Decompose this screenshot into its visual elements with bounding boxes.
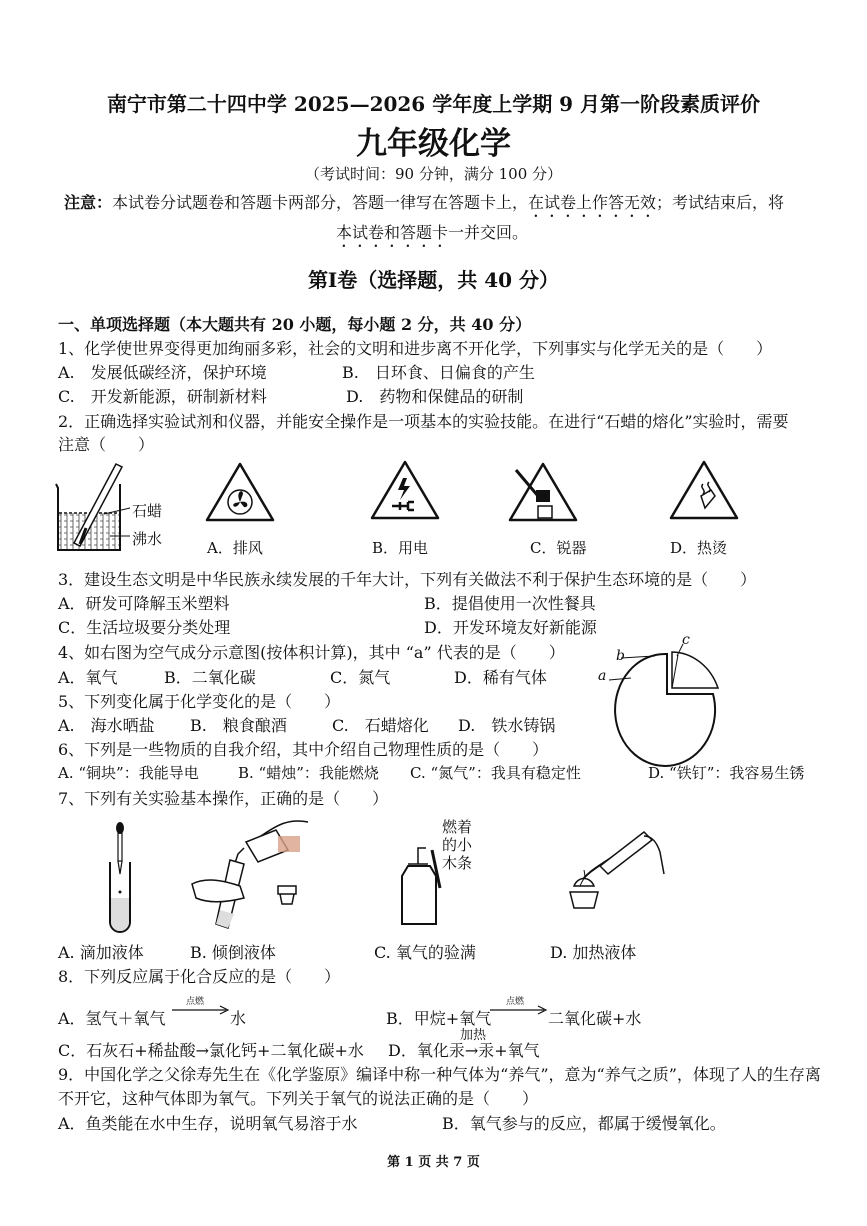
q7-option-c: C. 氧气的验满 <box>374 943 476 962</box>
q3-option-b: B．提倡使用一次性餐具 <box>424 594 596 613</box>
exam-info: （考试时间：90 分钟，满分 100 分） <box>304 165 563 183</box>
q9-option-b: B．氧气参与的反应，都属于缓慢氧化。 <box>442 1114 726 1133</box>
q4-option-a: A．氧气 <box>58 668 118 687</box>
q1-option-a: A. 发展低碳经济，保护环境 <box>58 363 267 382</box>
q7-option-b: B. 倾倒液体 <box>190 943 276 962</box>
question-2-stem: 2．正确选择实验试剂和仪器，并能安全操作是一项基本的实验技能。在进行“石蜡的熔化”实验时，需要 <box>58 412 789 431</box>
section-title: 第Ⅰ卷（选择题，共 40 分） <box>307 268 560 292</box>
fan-icon <box>205 462 275 524</box>
pouring-liquid-figure <box>188 814 328 939</box>
q6-option-d: D. “铁钉”：我容易生锈 <box>648 764 805 782</box>
heating-liquid-figure <box>560 820 680 920</box>
q2-option-a: A．排风 <box>207 539 263 557</box>
pie-label-b: b <box>616 648 625 664</box>
q1-option-d: D. 药物和保健品的研制 <box>346 387 524 406</box>
q5-option-d: D. 铁水铸锅 <box>458 716 556 735</box>
question-8-stem: 8．下列反应属于化合反应的是（ ） <box>58 967 341 986</box>
question-5-stem: 5、下列变化属于化学变化的是（ ） <box>58 692 341 711</box>
question-6-stem: 6、下列是一些物质的自我介绍，其中介绍自己物理性质的是（ ） <box>58 740 549 759</box>
q8-option-c: C．石灰石+稀盐酸→氯化钙+二氧化碳+水 <box>58 1041 364 1060</box>
q6-option-b: B. “蜡烛”：我能燃烧 <box>238 764 379 782</box>
notice-line-2: 本试卷和答题卡一并交回。 <box>336 223 529 242</box>
q1-option-c: C. 开发新能源，研制新材料 <box>58 387 267 406</box>
part-heading: 一、单项选择题（本大题共有 20 小题，每小题 2 分，共 40 分） <box>58 315 532 334</box>
pie-label-a: a <box>598 668 607 684</box>
q6-option-c: C. “氮气”：我具有稳定性 <box>410 764 581 782</box>
emphasis-text: 本试卷和答题卡 <box>336 223 449 242</box>
q8-b-condition: 点燃 <box>506 997 525 1007</box>
q6-option-a: A. “铜块”：我能导电 <box>58 764 199 782</box>
subject-title: 九年级化学 <box>356 126 511 162</box>
q3-option-a: A．研发可降解玉米塑料 <box>58 594 230 613</box>
q8-option-b-right: 二氧化碳+水 <box>548 1009 642 1028</box>
question-2-stem-cont: 注意（ ） <box>58 435 155 454</box>
electric-plug-icon <box>370 460 440 522</box>
q8-option-a-left: A．氢气＋氧气 <box>58 1009 166 1028</box>
pie-label-c: c <box>682 632 690 648</box>
q2-option-c: C．锐器 <box>530 539 587 557</box>
q4-option-c: C．氮气 <box>330 668 391 687</box>
gas-bottle-figure <box>392 840 472 930</box>
burning-stick-label: 燃着 的小 木条 <box>442 818 473 872</box>
q5-option-c: C. 石蜡熔化 <box>332 716 429 735</box>
beaker-label-water: 沸水 <box>132 530 163 548</box>
q8-d-condition: 加热 <box>460 1028 487 1043</box>
sharp-tool-icon <box>508 462 578 524</box>
page-number: 第 1 页 共 7 页 <box>387 1155 480 1170</box>
reaction-arrow-icon <box>490 1005 548 1015</box>
question-4-stem: 4、如右图为空气成分示意图(按体积计算)，其中 “a” 代表的是（ ） <box>58 643 565 662</box>
emphasis-text: 在试卷上作答无效 <box>528 193 657 212</box>
q5-option-a: A. 海水晒盐 <box>58 716 155 735</box>
q4-option-d: D．稀有气体 <box>454 668 547 687</box>
q4-option-b: B．二氧化碳 <box>164 668 256 687</box>
hot-surface-icon <box>669 460 739 522</box>
q1-option-b: B. 日环食、日偏食的产生 <box>342 363 535 382</box>
q8-a-condition: 点燃 <box>186 997 205 1007</box>
q7-option-a: A. 滴加液体 <box>58 943 144 962</box>
question-9-stem: 9．中国化学之父徐寿先生在《化学鉴原》编译中称一种气体为“养气”，意为“养气之质”，体现了人的生存离 <box>58 1065 821 1084</box>
q2-option-b: B．用电 <box>372 539 429 557</box>
reaction-arrow-icon <box>172 1005 230 1015</box>
question-9-stem-cont: 不开它，这种气体即为氧气。下列关于氧气的说法正确的是（ ） <box>58 1089 539 1108</box>
q9-option-a: A．鱼类能在水中生存，说明氧气易溶于水 <box>58 1114 358 1133</box>
q5-option-b: B. 粮食酿酒 <box>190 716 287 735</box>
q3-option-d: D．开发环境友好新能源 <box>424 618 597 637</box>
q2-option-d: D．热烫 <box>670 539 728 557</box>
beaker-label-wax: 石蜡 <box>132 502 163 520</box>
q8-option-a-right: 水 <box>230 1009 247 1028</box>
dropper-testtube-figure <box>100 820 140 935</box>
school-title: 南宁市第二十四中学 2025—2026 学年度上学期 9 月第一阶段素质评价 <box>106 92 761 116</box>
air-composition-pie <box>595 630 725 760</box>
q8-option-b-left: B．甲烷+氧气 <box>386 1009 492 1028</box>
question-3-stem: 3．建设生态文明是中华民族永续发展的千年大计，下列有关做法不利于保护生态环境的是（ ） <box>58 570 757 589</box>
notice-line-1: 注意：本试卷分试题卷和答题卡两部分，答题一律写在答题卡上，在试卷上作答无效；考试结束后，将 <box>64 193 785 212</box>
q3-option-c: C．生活垃圾要分类处理 <box>58 618 231 637</box>
question-1-stem: 1、化学使世界变得更加绚丽多彩，社会的文明和进步离不开化学，下列事实与化学无关的是（ ） <box>58 339 773 358</box>
q8-option-d: D．氧化汞→汞+氧气 <box>388 1041 540 1060</box>
q7-option-d: D. 加热液体 <box>550 943 637 962</box>
notice-label: 注意： <box>64 193 113 212</box>
question-7-stem: 7、下列有关实验基本操作，正确的是（ ） <box>58 789 389 808</box>
